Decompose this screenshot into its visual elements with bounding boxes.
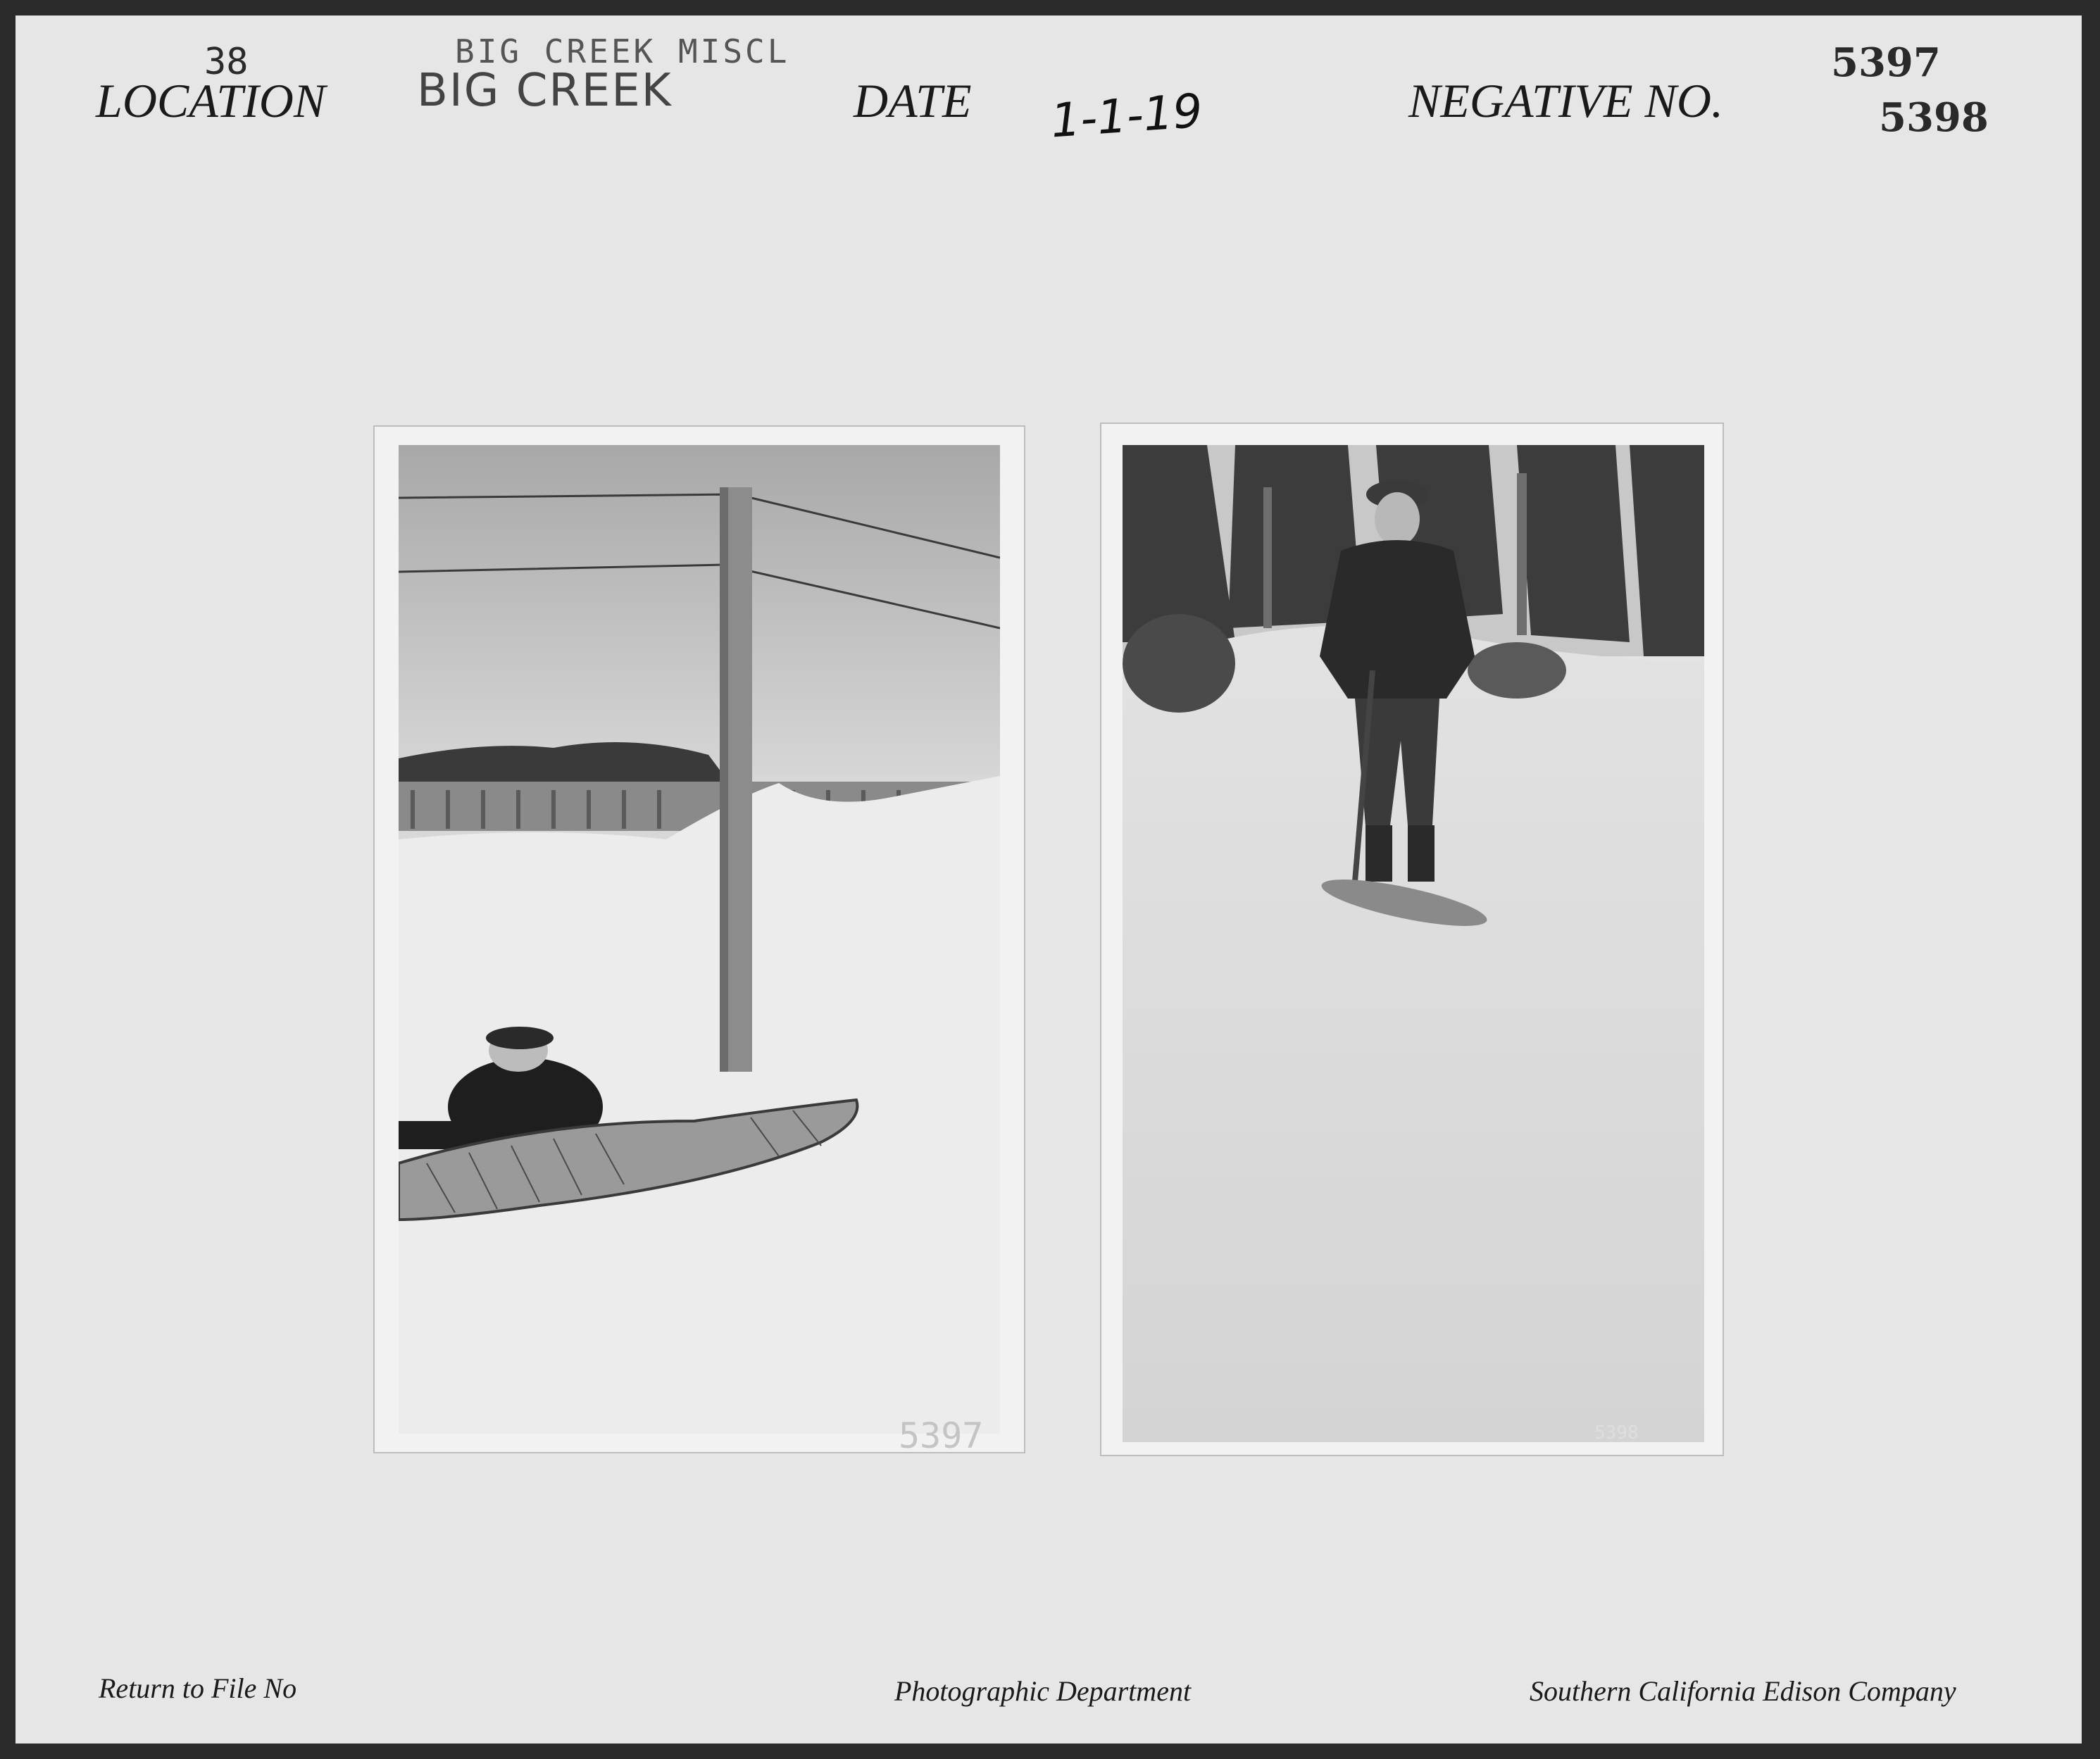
negative-number-1: 5397 [1831,39,1941,86]
photo-1-negative-mark: 5397 [899,1415,984,1456]
location-stamp-secondary: BIG CREEK MISCL [455,32,790,70]
date-label: DATE [854,74,972,127]
catalog-card [15,15,2082,1744]
negative-number-2: 5398 [1879,94,1989,141]
location-stamp-primary: BIG CREEK [417,65,673,117]
snowy-pole-scene [399,445,1000,1434]
photo-2-negative-mark: 5398 [1594,1422,1639,1444]
department-label: Photographic Department [894,1675,1192,1707]
company-label: Southern California Edison Company [1530,1675,1956,1707]
photo-1-mount [373,425,1025,1456]
photo-2-image [1123,445,1704,1442]
date-value: 1-1-19 [1049,83,1205,149]
return-to-file-label: Return to File No [99,1672,297,1704]
negative-label: NEGATIVE NO. [1408,74,1724,127]
snowshoer-scene [1123,445,1704,1442]
photo-2-mount [1100,422,1724,1456]
photo-1-image [399,445,1000,1434]
location-label: LOCATION [96,74,326,127]
location-code: 38 [204,41,249,83]
